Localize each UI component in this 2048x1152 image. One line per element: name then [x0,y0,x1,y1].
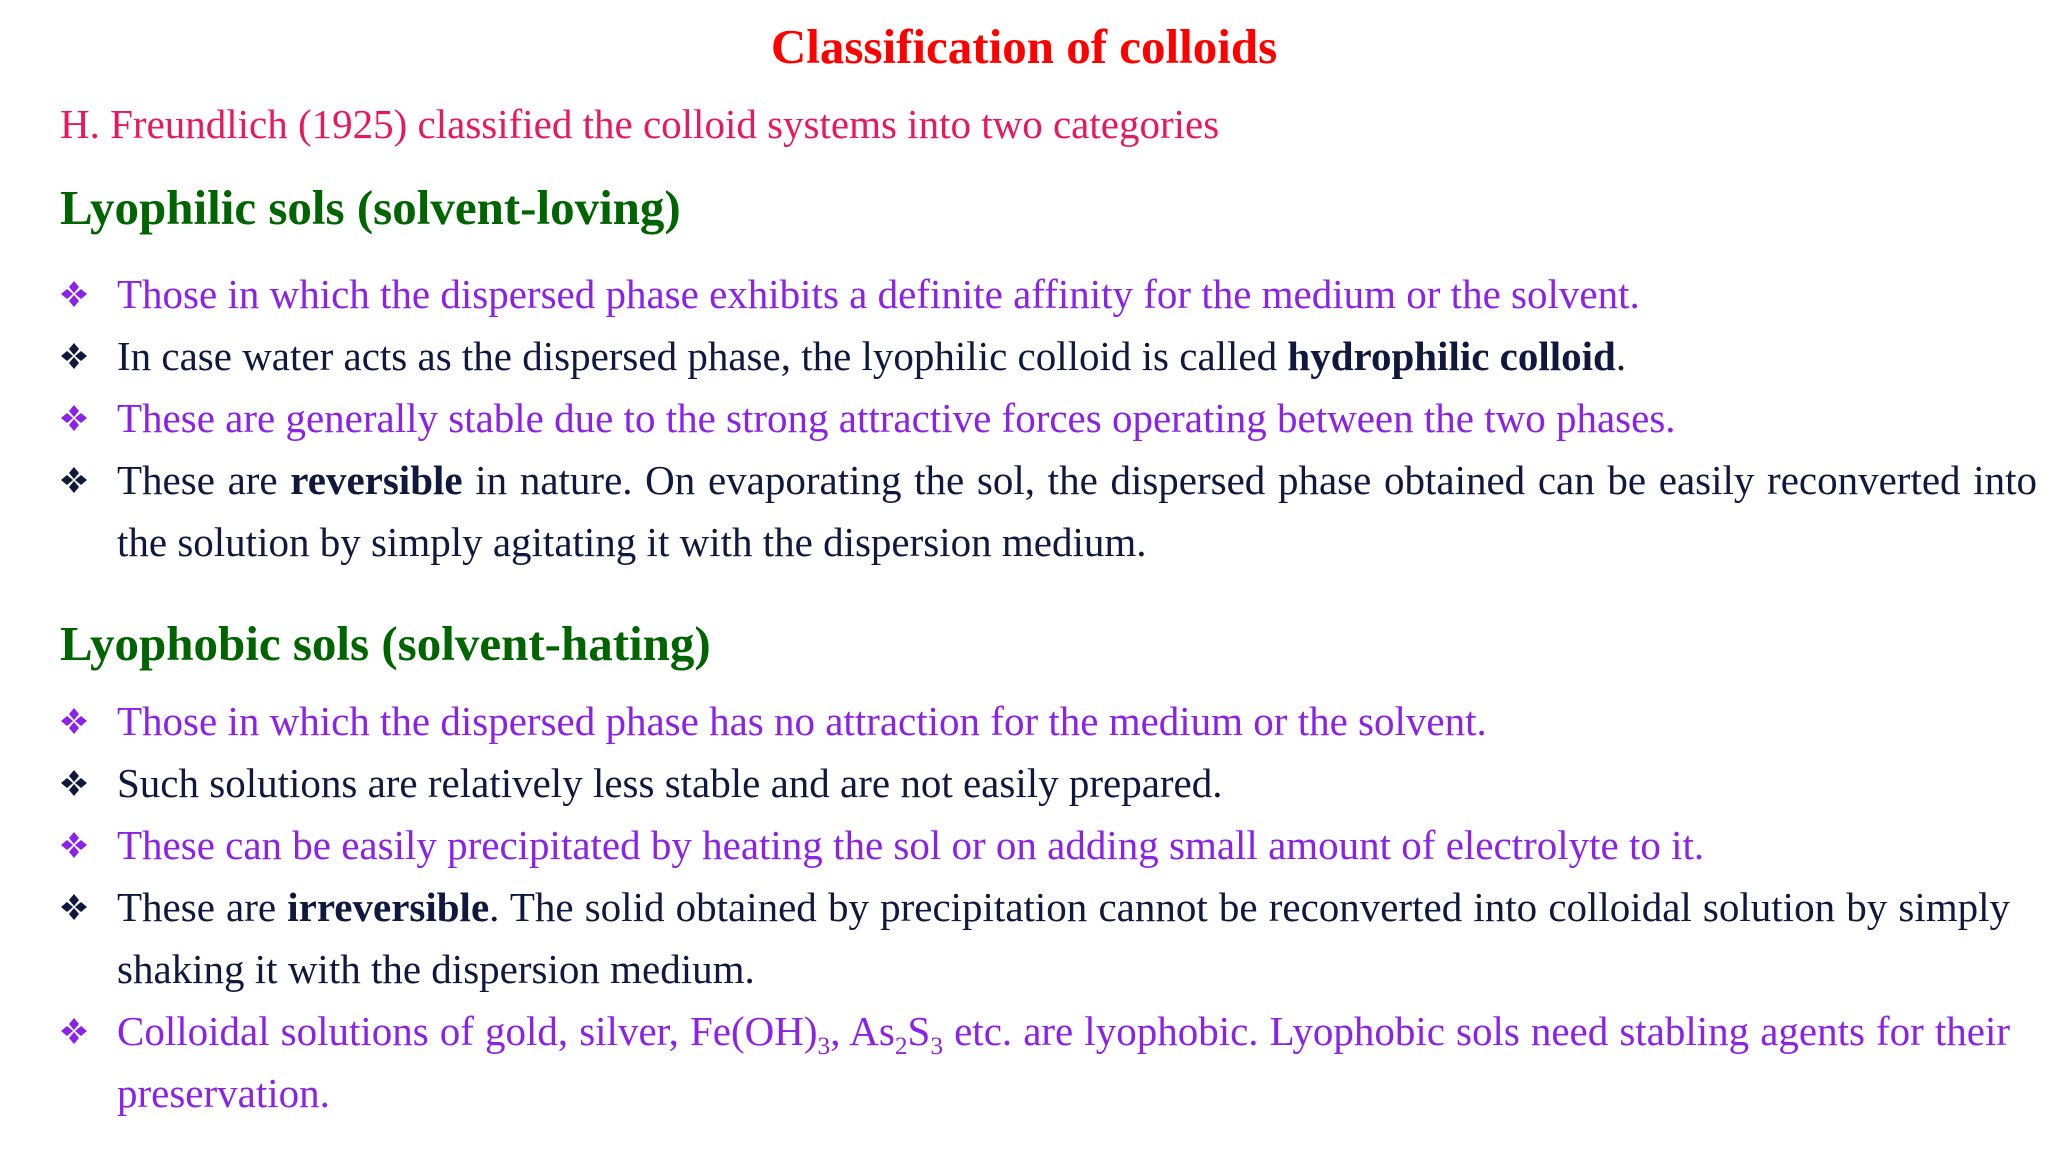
bullet-text: In case water acts as the dispersed phase, the lyophilic colloid is called [117,333,1288,379]
bullet-text-end: . [1615,333,1627,379]
bullet-text: Those in which the dispersed phase exhibits a definite affinity for the medium or the solvent. [117,271,1640,317]
bullet-text: These are [117,457,291,503]
lyophilic-bullet-3 [60,387,2010,449]
lyophilic-bullet-1 [60,263,2010,325]
formula-element: As [849,1008,895,1054]
four-petal-diamond-icon [60,893,88,921]
four-petal-diamond-icon [60,280,88,308]
formula-base: Fe(OH) [689,1008,818,1054]
bullet-text: These can be easily precipitated by heating the sol or on adding small amount of electrolyte to it. [117,822,1705,868]
bullet-text-end: etc. are lyophobic. Lyophobic sols need stabling agents for their preservation. [117,1008,2010,1116]
bold-term: reversible [290,457,463,503]
lyophobic-heading: Lyophobic sols (solvent-hating) [60,616,711,671]
lyophilic-bullet-2 [60,325,2010,387]
bullet-text: Such solutions are relatively less stable and are not easily prepared. [117,760,1223,806]
bullet-text: Those in which the dispersed phase has no attraction for the medium or the solvent. [117,698,1487,744]
lyophobic-bullet-1 [60,690,2010,752]
bold-term: hydrophilic colloid [1287,333,1616,379]
lyophobic-bullet-2 [60,752,2010,814]
formula-separator: , [830,1008,850,1054]
four-petal-diamond-icon [60,466,88,494]
bullet-text-end: . The solid obtained by precipitation cannot be reconverted into colloidal solution by simply shaking it with the dispersion medium. [117,884,2011,992]
lyophobic-bullet-4 [60,876,2010,1000]
four-petal-diamond-icon [60,769,88,797]
formula-element: S [907,1008,931,1054]
formula-subscript: 3 [817,1032,831,1061]
formula-subscript: 2 [894,1032,908,1061]
lyophilic-bullet-list [60,263,2038,573]
four-petal-diamond-icon [60,342,88,370]
intro-text: H. Freundlich (1925) classified the colloid systems into two categories [60,101,1220,147]
four-petal-diamond-icon [60,1017,88,1045]
bold-term: irreversible [287,884,490,930]
lyophobic-bullet-5 [60,1000,2010,1124]
bullet-text-end: in nature. On evaporating the sol, the dispersed phase obtained can be easily reconverted into the solution by simply agitating it with the dispersion medium. [117,457,2038,565]
lyophilic-bullet-4 [60,449,2037,573]
bullet-text: Colloidal solutions of gold, silver, [117,1008,690,1054]
formula-subscript: 3 [930,1032,944,1061]
lyophilic-heading: Lyophilic sols (solvent-loving) [60,180,681,235]
four-petal-diamond-icon [60,707,88,735]
slide-title: Classification of colloids [770,19,1278,74]
four-petal-diamond-icon [60,831,88,859]
chemical-formula-iron-hydroxide [689,1008,831,1061]
bullet-text: These are generally stable due to the strong attractive forces operating between the two phases. [117,395,1676,441]
lyophobic-bullet-3 [60,814,2010,876]
four-petal-diamond-icon [60,404,88,432]
chemical-formula-arsenic-sulfide [849,1008,944,1061]
lyophobic-bullet-list [60,690,2010,1124]
bullet-text: These are [117,884,288,930]
